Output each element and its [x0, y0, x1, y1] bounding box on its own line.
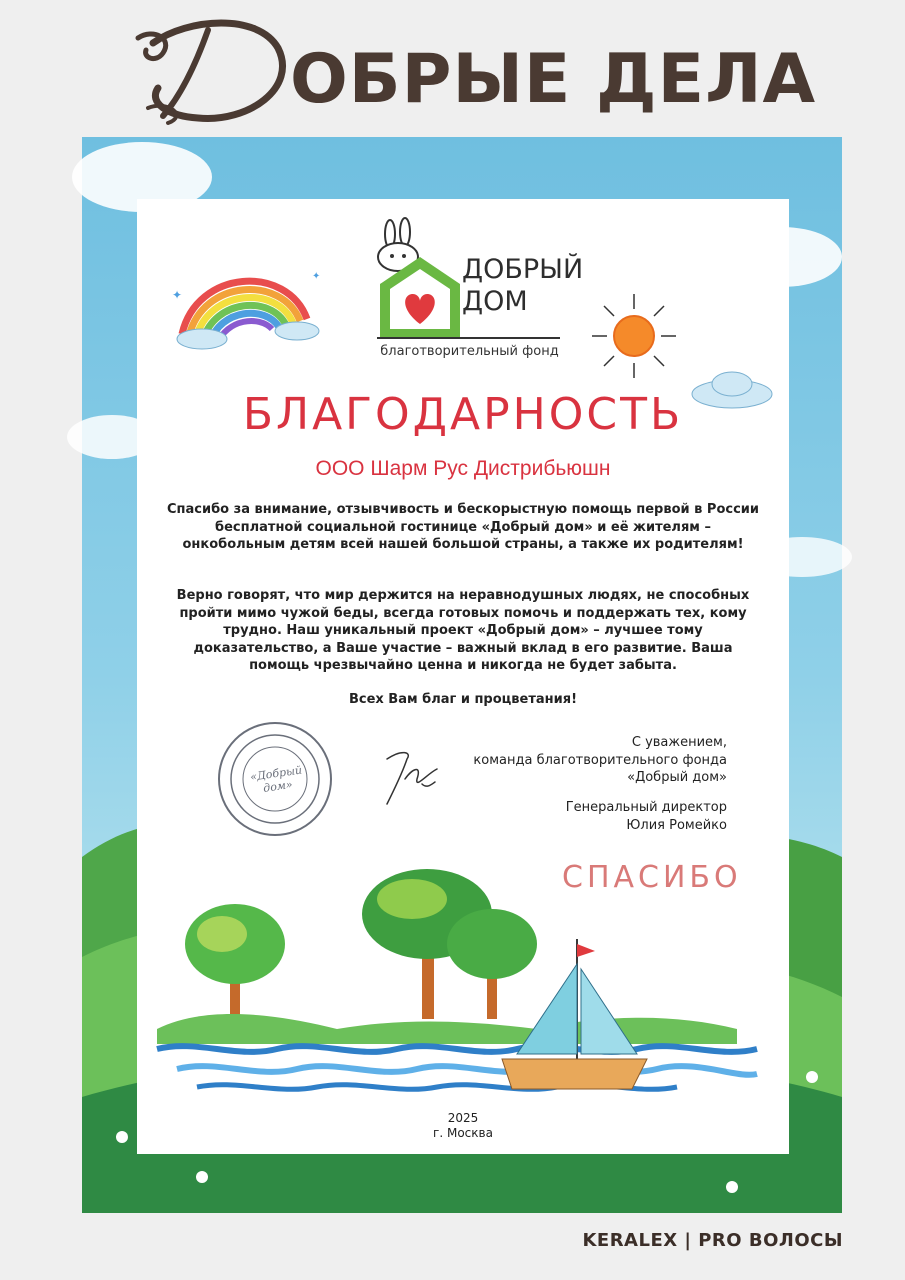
svg-text:✦: ✦ [312, 271, 321, 282]
signature [377, 744, 447, 814]
sun-icon [587, 289, 682, 384]
closing-line-1: С уважением, [631, 735, 727, 750]
logo-text-line1: ДОБРЫЙ [462, 254, 584, 285]
company-name: ООО Шарм Рус Дистрибьюшн [315, 457, 611, 480]
closing-line-3: «Добрый дом» [627, 770, 727, 785]
paragraph-1: Спасибо за внимание, отзывчивость и бескорыстную помощь первой в России бесплатной социальной гостинице «Добрый дом» и её жителям – онкобольным детям всей нашей большой страны, а также их родителям! [167, 502, 760, 552]
director-block [566, 799, 727, 834]
decorative-initial-d [128, 8, 298, 128]
page-header [0, 0, 905, 135]
logo-subtitle: благотворительный фонд [380, 344, 559, 359]
certificate-year: 2025 [447, 1111, 479, 1125]
svg-text:✦: ✦ [172, 288, 183, 302]
certificate-poster [82, 137, 842, 1213]
closing-line-2: команда благотворительного фонда [473, 752, 727, 768]
header-title: ОБРЫЕ ДЕЛА [290, 40, 817, 119]
certificate-title: БЛАГОДАРНОСТЬ [242, 389, 684, 440]
stamp-label: «Добрый дом» [249, 763, 303, 795]
certificate-city: г. Москва [433, 1126, 493, 1140]
director-name: Юлия Ромейко [626, 817, 727, 833]
certificate-sheet [137, 199, 789, 1154]
logo-text-line2: ДОМ [462, 286, 528, 317]
director-title: Генеральный директор [565, 800, 727, 815]
footer-brand: KERALEX | PRO ВОЛОСЫ [582, 1230, 843, 1251]
paragraph-2: Верно говорят, что мир держится на неравнодушных людях, не способных пройти мимо чужой беды, всегда готовых помочь и поддержать тех, кому трудно. Наш уникальный проект «Добрый дом» – лучшее тому доказательство, а Ваше участие – важный вклад в его развитие. Ваша помощь чрезвычайно ценна и никогда не будет забыта. [176, 588, 750, 673]
paragraph-3: Всех Вам благ и процветания! [348, 692, 578, 707]
thanks-word: СПАСИБО [562, 860, 742, 895]
rainbow-icon [167, 239, 321, 349]
trees-boat-illustration [137, 889, 789, 1109]
closing-block [473, 734, 727, 787]
logo-divider [377, 337, 560, 339]
